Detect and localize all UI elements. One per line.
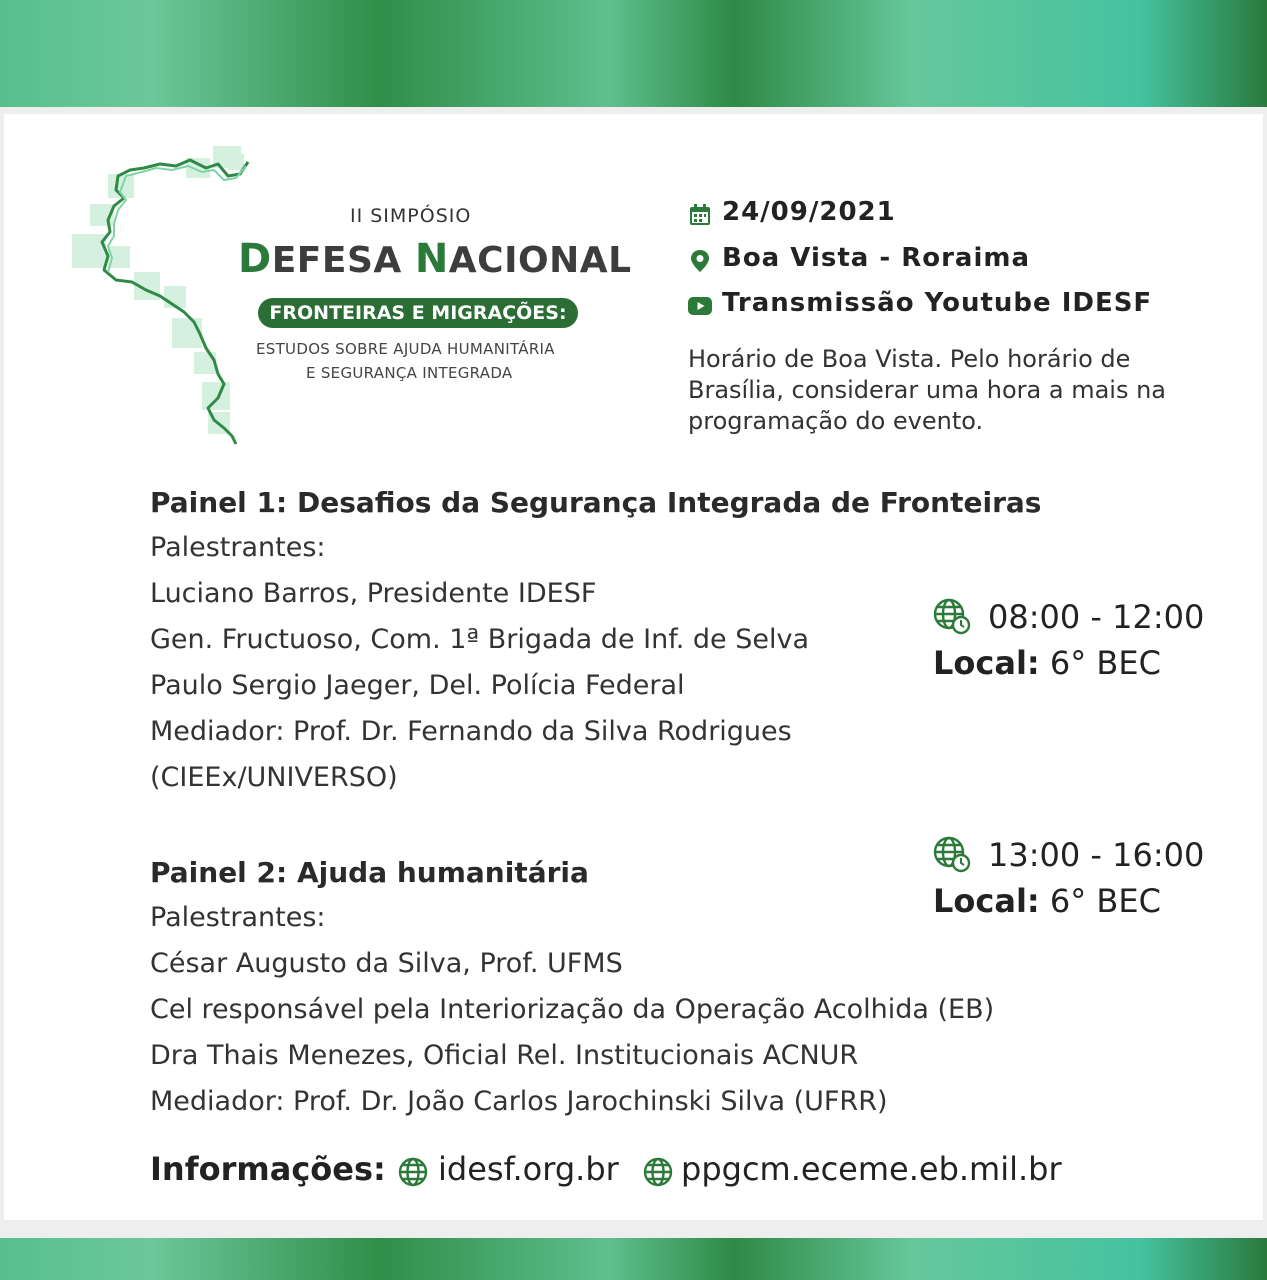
panel-2-title: Painel 2: Ajuda humanitária <box>150 856 589 889</box>
globe-clock-icon <box>932 835 972 873</box>
panel-1-local-value: 6° BEC <box>1039 644 1161 682</box>
panel-1-time: 08:00 - 12:00 <box>988 598 1205 636</box>
panel-2-local-value: 6° BEC <box>1039 882 1161 920</box>
bottom-decorative-band <box>0 1238 1267 1280</box>
panel-1-local <box>933 644 1161 682</box>
panel-2-speaker: César Augusto da Silva, Prof. UFMS <box>150 948 623 979</box>
calendar-icon <box>688 203 712 227</box>
title-initial-d: D <box>238 236 272 282</box>
title-part-1: EFESA <box>271 240 415 281</box>
link-ppgcm[interactable]: ppgcm.eceme.eb.mil.br <box>681 1150 1062 1188</box>
top-decorative-band <box>0 0 1267 107</box>
panel-1-speaker: Paulo Sergio Jaeger, Del. Polícia Federal <box>150 670 685 701</box>
panel-2-speaker: Cel responsável pela Interiorização da Operação Acolhida (EB) <box>150 994 995 1025</box>
title-part-2: ACIONAL <box>448 240 632 281</box>
globe-icon <box>642 1156 674 1188</box>
theme-pill: FRONTEIRAS E MIGRAÇÕES: <box>258 298 578 328</box>
subtitle-line-2: E SEGURANÇA INTEGRADA <box>306 364 513 382</box>
globe-clock-icon <box>932 597 972 635</box>
youtube-icon <box>688 294 712 318</box>
info-label: Informações: <box>150 1150 386 1188</box>
panel-1-mediator-affiliation: (CIEEx/UNIVERSO) <box>150 762 398 793</box>
link-idesf[interactable]: idesf.org.br <box>438 1150 619 1188</box>
panel-2-mediator: Mediador: Prof. Dr. João Carlos Jarochinski Silva (UFRR) <box>150 1086 888 1117</box>
event-title <box>238 236 632 282</box>
event-date: 24/09/2021 <box>722 197 896 227</box>
panel-1-speaker: Luciano Barros, Presidente IDESF <box>150 578 597 609</box>
panel-2-speakers-label: Palestrantes: <box>150 902 326 933</box>
event-stream: Transmissão Youtube IDESF <box>722 288 1153 318</box>
location-pin-icon <box>688 249 712 273</box>
globe-icon <box>397 1156 429 1188</box>
panel-1-mediator: Mediador: Prof. Dr. Fernando da Silva Rodrigues <box>150 716 792 747</box>
timezone-note: Horário de Boa Vista. Pelo horário de Brasília, considerar uma hora a mais na programação do evento. <box>688 345 1167 435</box>
border-map-icon <box>68 146 258 446</box>
panel-2-time: 13:00 - 16:00 <box>988 836 1205 874</box>
subtitle-line-1: ESTUDOS SOBRE AJUDA HUMANITÁRIA <box>256 340 555 358</box>
event-location: Boa Vista - Roraima <box>722 243 1030 273</box>
panel-1-title: Painel 1: Desafios da Segurança Integrada de Fronteiras <box>150 486 1042 519</box>
panel-2-local <box>933 882 1161 920</box>
symposium-edition: II SIMPÓSIO <box>350 205 472 227</box>
panel-2-speaker: Dra Thais Menezes, Oficial Rel. Institucionais ACNUR <box>150 1040 859 1071</box>
panel-1-speaker: Gen. Fructuoso, Com. 1ª Brigada de Inf. de Selva <box>150 624 810 655</box>
panel-1-speakers-label: Palestrantes: <box>150 532 326 563</box>
title-initial-n: N <box>414 236 449 282</box>
panel-2-local-label: Local: <box>933 882 1040 920</box>
panel-1-local-label: Local: <box>933 644 1040 682</box>
